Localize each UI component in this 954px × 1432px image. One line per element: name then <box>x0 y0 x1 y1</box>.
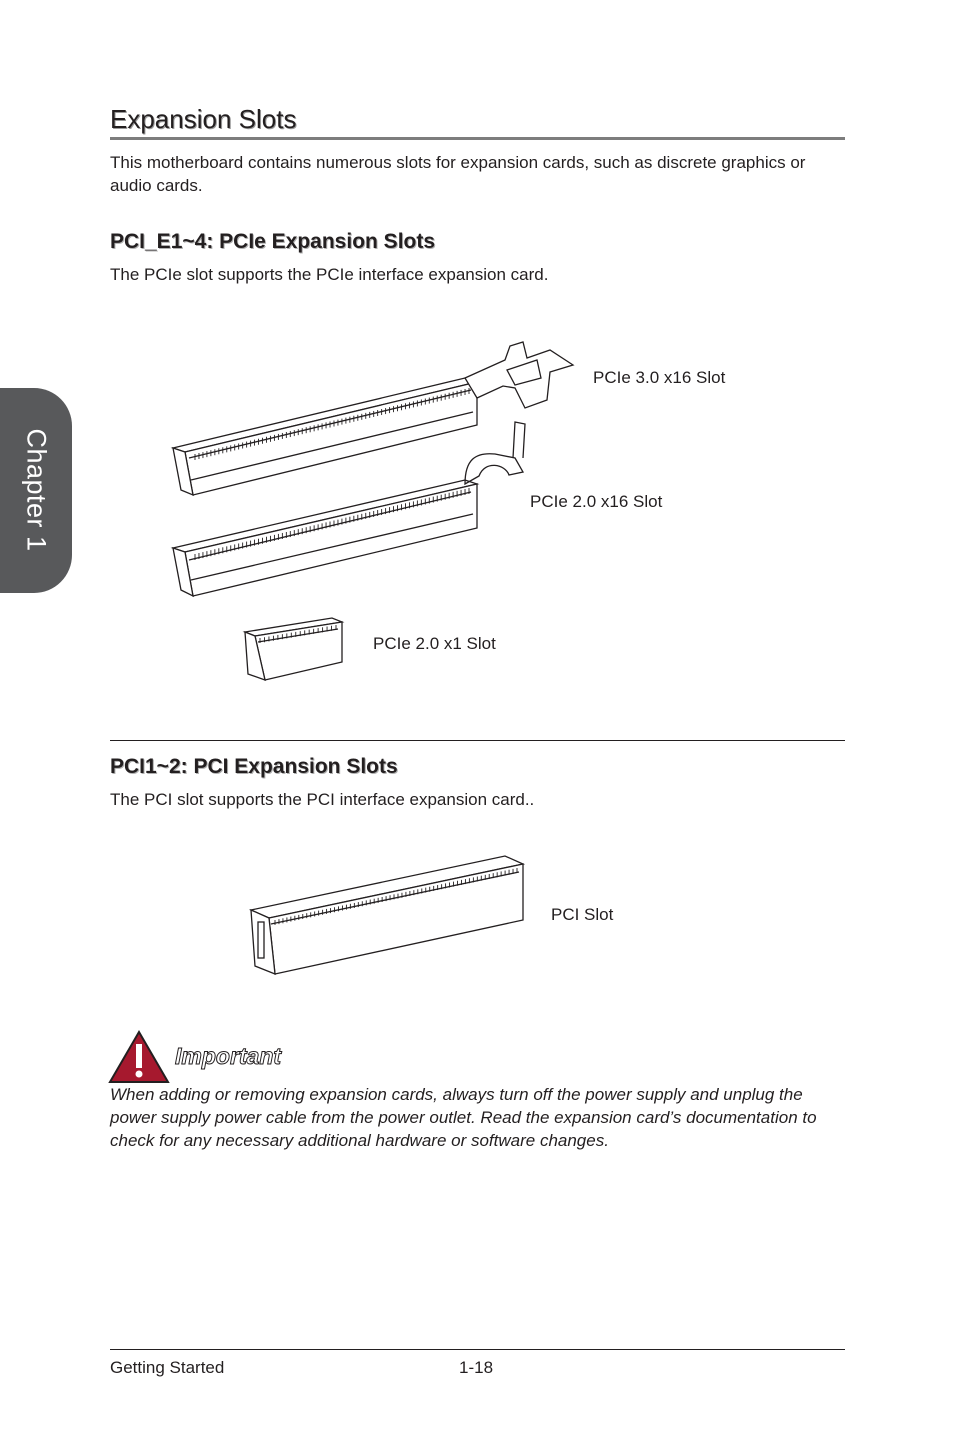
footer-rule <box>110 1349 845 1350</box>
title-rule <box>110 137 845 140</box>
pcie2-x16-label: PCIe 2.0 x16 Slot <box>530 492 663 511</box>
page-title: Expansion Slots <box>110 104 297 134</box>
pci-heading: PCI1~2: PCI Expansion Slots <box>110 755 398 778</box>
page-number: 1-18 <box>459 1358 494 1377</box>
warning-triangle-icon <box>108 1030 170 1084</box>
important-title: Important <box>175 1043 282 1069</box>
important-note: When adding or removing expansion cards, always turn off the power supply and unplug the power supply power cable from the power outlet. Read the expansion card’s documentation to check for any necessary additional hardware or software changes. <box>110 1085 817 1150</box>
pci-description: The PCI slot supports the PCI interface expansion card.. <box>110 790 535 809</box>
pcie3-x16-label: PCIe 3.0 x16 Slot <box>593 368 726 387</box>
section-separator <box>110 740 845 741</box>
section-intro: This motherboard contains numerous slots for expansion cards, such as discrete graphics or audio cards. <box>110 153 806 195</box>
pcie2-x16-slot-illustration <box>165 420 535 600</box>
pcie2-x1-label: PCIe 2.0 x1 Slot <box>373 634 496 653</box>
pcie-heading: PCI_E1~4: PCIe Expansion Slots <box>110 230 436 253</box>
footer-section-name: Getting Started <box>110 1358 225 1377</box>
pci-slot-illustration <box>245 850 530 980</box>
pcie2-x1-slot-illustration <box>240 612 350 687</box>
chapter-tab-label: Chapter 1 <box>21 428 52 552</box>
pci-slot-label: PCI Slot <box>551 905 614 924</box>
pcie-description: The PCIe slot supports the PCIe interface expansion card. <box>110 265 549 284</box>
